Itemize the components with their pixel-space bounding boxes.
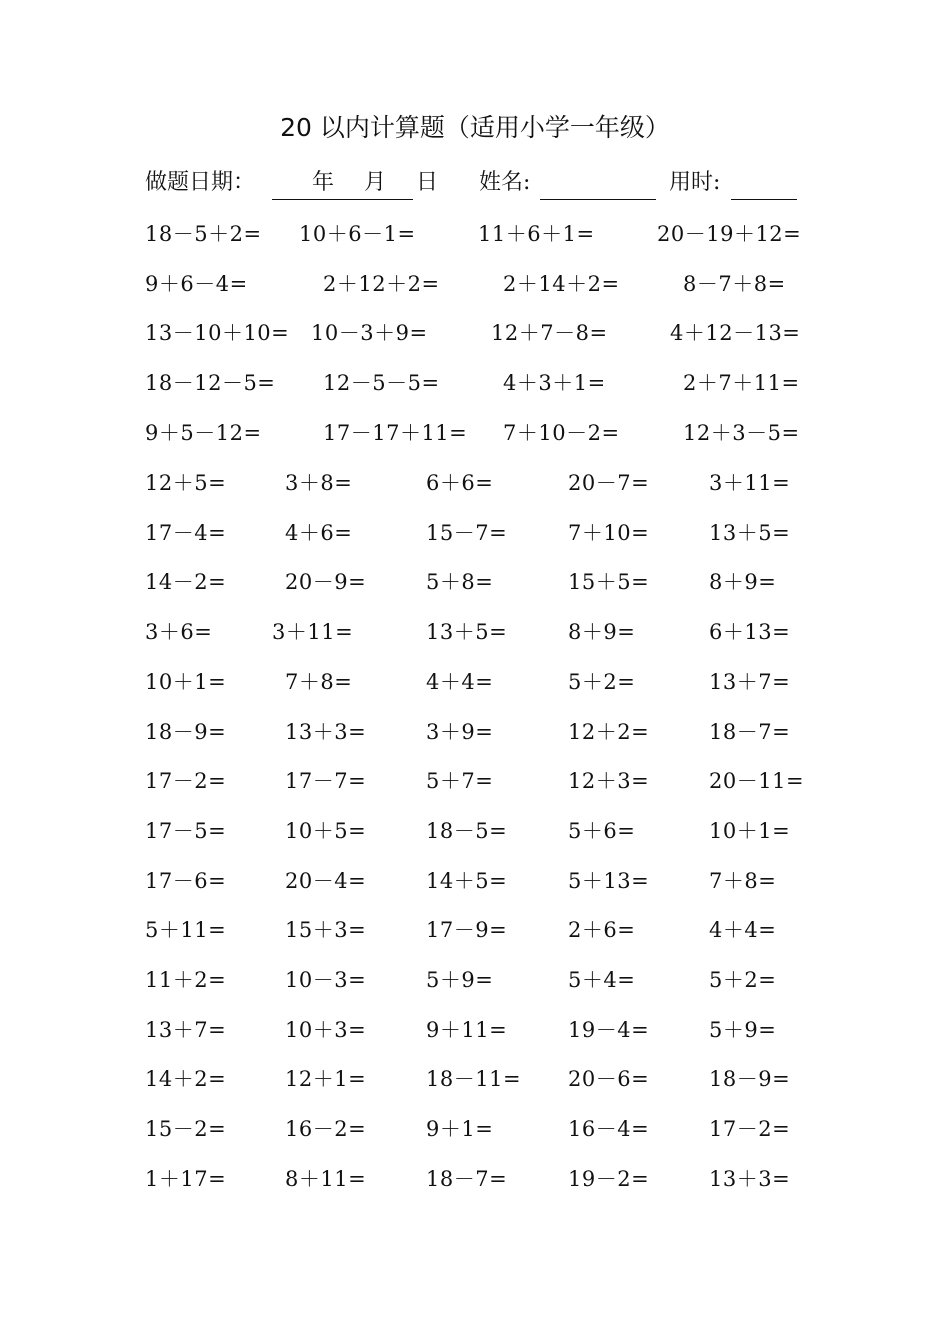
math-problem: 18－9= xyxy=(145,720,227,744)
math-problem: 13＋5= xyxy=(709,521,791,545)
problem-row xyxy=(0,463,950,503)
math-problem: 2＋7＋11= xyxy=(683,371,800,395)
math-problem: 18－7= xyxy=(709,720,791,744)
math-problem: 9＋5－12= xyxy=(145,421,262,445)
math-problem: 3＋8= xyxy=(285,471,353,495)
problem-row xyxy=(0,811,950,851)
time-label: 用时: xyxy=(669,170,721,195)
math-problem: 20－11= xyxy=(709,769,805,793)
problem-row xyxy=(0,214,950,254)
problem-row xyxy=(0,612,950,652)
math-problem: 7＋8= xyxy=(285,670,353,694)
math-problem: 10－3= xyxy=(285,968,367,992)
problem-row xyxy=(0,761,950,801)
month-label: 月 xyxy=(364,170,387,195)
math-problem: 18－12－5= xyxy=(145,371,276,395)
year-label: 年 xyxy=(312,170,335,195)
math-problem: 6＋6= xyxy=(426,471,494,495)
math-problem: 15－2= xyxy=(145,1117,227,1141)
math-problem: 10＋5= xyxy=(285,819,367,843)
math-problem: 8－7＋8= xyxy=(683,272,786,296)
math-problem: 16－2= xyxy=(285,1117,367,1141)
math-problem: 17－4= xyxy=(145,521,227,545)
math-problem: 1＋17= xyxy=(145,1167,227,1191)
page-title: 20 以内计算题（适用小学一年级） xyxy=(280,113,670,142)
math-problem: 10＋1= xyxy=(145,670,227,694)
math-problem: 9＋6－4= xyxy=(145,272,248,296)
math-problem: 17－17＋11= xyxy=(323,421,468,445)
math-problem: 18－5= xyxy=(426,819,508,843)
math-problem: 7＋10= xyxy=(568,521,650,545)
math-problem: 13＋5= xyxy=(426,620,508,644)
day-label: 日 xyxy=(416,170,439,195)
math-problem: 13＋7= xyxy=(145,1018,227,1042)
math-problem: 17－5= xyxy=(145,819,227,843)
name-label: 姓名: xyxy=(479,170,531,195)
problem-row xyxy=(0,513,950,553)
math-problem: 8＋11= xyxy=(285,1167,367,1191)
math-problem: 19－4= xyxy=(568,1018,650,1042)
math-problem: 4＋3＋1= xyxy=(503,371,606,395)
problem-row xyxy=(0,960,950,1000)
math-problem: 20－6= xyxy=(568,1067,650,1091)
math-problem: 5＋9= xyxy=(709,1018,777,1042)
math-problem: 5＋2= xyxy=(709,968,777,992)
math-problem: 13－10＋10= xyxy=(145,321,290,345)
math-problem: 5＋2= xyxy=(568,670,636,694)
math-problem: 10－3＋9= xyxy=(311,321,428,345)
problem-row xyxy=(0,1010,950,1050)
math-problem: 12＋3－5= xyxy=(683,421,800,445)
math-problem: 9＋1= xyxy=(426,1117,494,1141)
math-problem: 12＋3= xyxy=(568,769,650,793)
math-problem: 12＋7－8= xyxy=(491,321,608,345)
problem-row xyxy=(0,264,950,304)
date-blank-line xyxy=(272,199,413,200)
name-blank-line xyxy=(540,199,656,200)
math-problem: 17－7= xyxy=(285,769,367,793)
math-problem: 15－7= xyxy=(426,521,508,545)
math-problem: 16－4= xyxy=(568,1117,650,1141)
math-problem: 18－11= xyxy=(426,1067,522,1091)
math-problem: 20－7= xyxy=(568,471,650,495)
math-problem: 18－5＋2= xyxy=(145,222,262,246)
math-problem: 13＋3= xyxy=(709,1167,791,1191)
math-problem: 10＋6－1= xyxy=(299,222,416,246)
math-problem: 8＋9= xyxy=(709,570,777,594)
math-problem: 10＋3= xyxy=(285,1018,367,1042)
math-problem: 20－4= xyxy=(285,869,367,893)
math-problem: 13＋7= xyxy=(709,670,791,694)
math-problem: 12－5－5= xyxy=(323,371,440,395)
math-problem: 5＋7= xyxy=(426,769,494,793)
math-problem: 5＋11= xyxy=(145,918,227,942)
math-problem: 17－6= xyxy=(145,869,227,893)
math-problem: 12＋1= xyxy=(285,1067,367,1091)
math-problem: 3＋9= xyxy=(426,720,494,744)
time-blank-line xyxy=(731,199,797,200)
problem-row xyxy=(0,313,950,353)
math-problem: 5＋6= xyxy=(568,819,636,843)
math-problem: 2＋14＋2= xyxy=(503,272,620,296)
math-problem: 10＋1= xyxy=(709,819,791,843)
math-problem: 13＋3= xyxy=(285,720,367,744)
problem-row xyxy=(0,712,950,752)
math-problem: 20－19＋12= xyxy=(657,222,802,246)
math-problem: 12＋5= xyxy=(145,471,227,495)
problem-row xyxy=(0,562,950,602)
math-problem: 5＋13= xyxy=(568,869,650,893)
problem-row xyxy=(0,363,950,403)
math-problem: 5＋8= xyxy=(426,570,494,594)
math-problem: 8＋9= xyxy=(568,620,636,644)
math-problem: 17－2= xyxy=(709,1117,791,1141)
math-problem: 12＋2= xyxy=(568,720,650,744)
math-problem: 3＋11= xyxy=(272,620,354,644)
math-problem: 2＋6= xyxy=(568,918,636,942)
math-problem: 2＋12＋2= xyxy=(323,272,440,296)
problem-row xyxy=(0,1059,950,1099)
math-problem: 18－7= xyxy=(426,1167,508,1191)
math-problem: 14＋5= xyxy=(426,869,508,893)
problem-row xyxy=(0,861,950,901)
math-problem: 20－9= xyxy=(285,570,367,594)
math-problem: 14＋2= xyxy=(145,1067,227,1091)
math-problem: 19－2= xyxy=(568,1167,650,1191)
problem-row xyxy=(0,662,950,702)
math-problem: 4＋12－13= xyxy=(670,321,801,345)
math-problem: 7＋10－2= xyxy=(503,421,620,445)
problem-row xyxy=(0,910,950,950)
math-problem: 4＋4= xyxy=(709,918,777,942)
math-problem: 11＋6＋1= xyxy=(478,222,595,246)
math-problem: 3＋6= xyxy=(145,620,213,644)
math-problem: 5＋9= xyxy=(426,968,494,992)
math-problem: 15＋5= xyxy=(568,570,650,594)
math-problem: 18－9= xyxy=(709,1067,791,1091)
math-problem: 4＋6= xyxy=(285,521,353,545)
math-problem: 15＋3= xyxy=(285,918,367,942)
problem-row xyxy=(0,1109,950,1149)
problem-row xyxy=(0,1159,950,1199)
math-problem: 3＋11= xyxy=(709,471,791,495)
math-problem: 7＋8= xyxy=(709,869,777,893)
math-problem: 17－2= xyxy=(145,769,227,793)
problem-row xyxy=(0,413,950,453)
worksheet-header-fields xyxy=(145,166,805,206)
math-problem: 17－9= xyxy=(426,918,508,942)
math-problem: 14－2= xyxy=(145,570,227,594)
date-label: 做题日期： xyxy=(145,170,256,195)
math-problem: 5＋4= xyxy=(568,968,636,992)
math-problem: 4＋4= xyxy=(426,670,494,694)
math-problem: 11＋2= xyxy=(145,968,227,992)
math-problem: 6＋13= xyxy=(709,620,791,644)
math-problem: 9＋11= xyxy=(426,1018,508,1042)
